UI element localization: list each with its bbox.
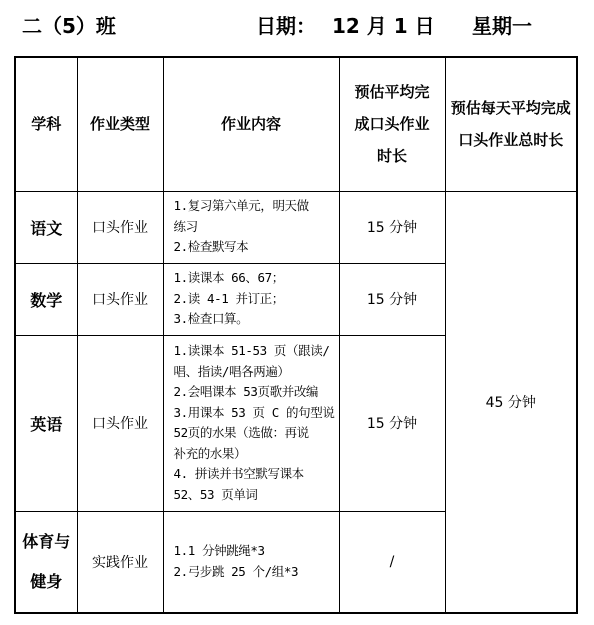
time-cell: / <box>339 511 445 613</box>
content-line: 1.1 分钟跳绳*3 <box>173 543 265 559</box>
date-value: 12 月 1 日 <box>332 14 435 38</box>
content-line: 2.读 4-1 并订正； <box>173 290 284 306</box>
content-line: 2.弓步跳 25 个/组*3 <box>173 563 299 579</box>
class-name: 二（5）班 <box>22 14 116 38</box>
content-line: 3.检查口算。 <box>173 311 249 327</box>
time-cell: 15 分钟 <box>339 263 445 335</box>
type-cell: 实践作业 <box>77 511 163 613</box>
content-cell <box>163 511 339 613</box>
page-header <box>0 6 594 42</box>
content-line: 52、53 页单词 <box>173 486 258 502</box>
col-header-content: 作业内容 <box>163 57 339 191</box>
subject-cell: 英语 <box>15 335 77 511</box>
weekday: 星期一 <box>472 14 532 38</box>
content-line: 52页的水果（选做：再说 <box>173 425 309 440</box>
total-time-cell: 45 分钟 <box>445 191 577 613</box>
type-cell: 口头作业 <box>77 263 163 335</box>
content-line: 4. 拼读并书空默写课本 <box>173 466 304 481</box>
col-header-est-time: 预估平均完成口头作业时长 <box>339 57 445 191</box>
homework-table <box>14 56 578 614</box>
time-cell: 15 分钟 <box>339 335 445 511</box>
content-line: 唱、指读/唱各两遍） <box>173 363 290 379</box>
content-line: 1.复习第六单元，明天做 <box>173 198 309 214</box>
content-line: 1.读课本 51-53 页（跟读/ <box>173 343 330 358</box>
col-header-type: 作业类型 <box>77 57 163 191</box>
subject-cell: 数学 <box>15 263 77 335</box>
time-cell: 15 分钟 <box>339 191 445 263</box>
content-line: 3.用课本 53 页 C 的句型说 <box>173 404 335 420</box>
content-line: 补充的水果） <box>173 445 247 461</box>
table-row <box>15 191 577 263</box>
col-header-subject: 学科 <box>15 57 77 191</box>
table-header-row <box>15 57 577 191</box>
content-cell <box>163 263 339 335</box>
content-line: 1.读课本 66、67； <box>173 270 284 286</box>
content-cell <box>163 335 339 511</box>
date-label: 日期： <box>256 14 316 38</box>
type-cell: 口头作业 <box>77 191 163 263</box>
content-cell <box>163 191 339 263</box>
type-cell: 口头作业 <box>77 335 163 511</box>
content-line: 练习 <box>173 218 198 234</box>
content-line: 2.会唱课本 53页歌并改编 <box>173 384 319 399</box>
subject-cell: 语文 <box>15 191 77 263</box>
content-line: 2.检查默写本 <box>173 239 249 255</box>
col-header-est-total: 预估每天平均完成口头作业总时长 <box>445 57 577 191</box>
subject-cell: 体育与健身 <box>15 511 77 613</box>
